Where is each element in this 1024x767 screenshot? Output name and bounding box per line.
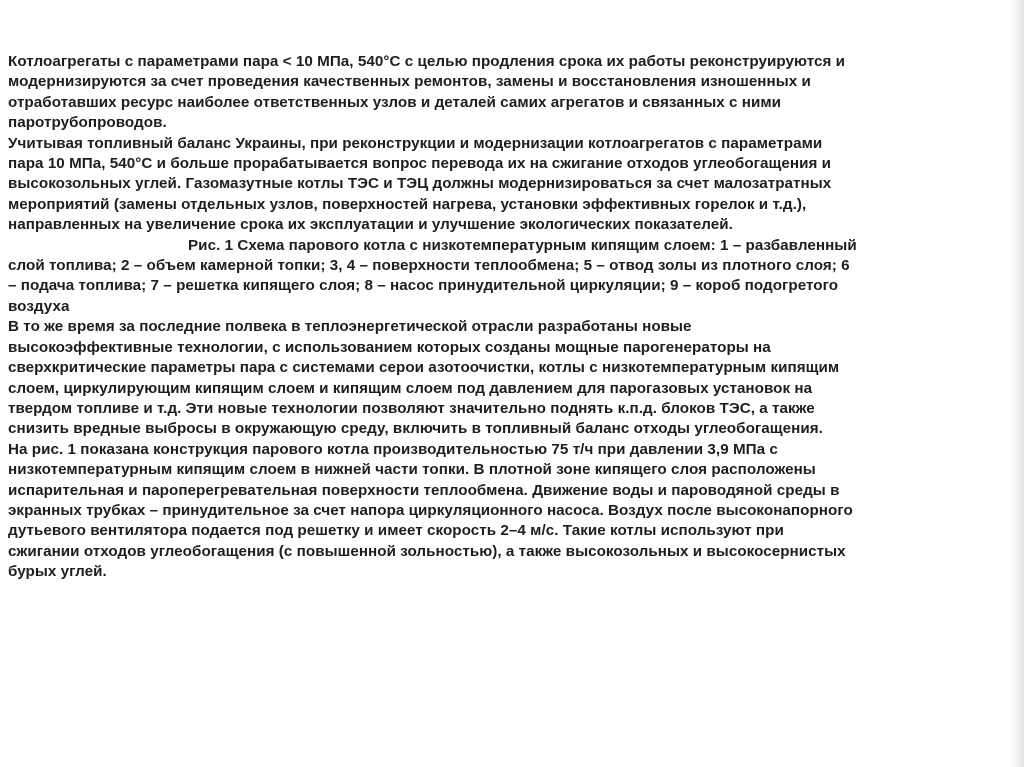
text-line: Учитывая топливный баланс Украины, при реконструкции и модернизации котлоагрегатов с параметрами [8,134,823,152]
body-text [8,52,968,583]
text-line: В то же время за последние полвека в теплоэнергетической отрасли разработаны новые [8,318,692,336]
text-line: модернизируются за счет проведения качественных ремонтов, замены и восстановления изношенных и [8,73,811,91]
text-line: мероприятий (замены отдельных узлов, поверхностей нагрева, установки эффективных горелок и т.д.), [8,195,807,213]
figure-caption-line: Рис. 1 Схема парового котла с низкотемпературным кипящим слоем: 1 – разбавленный [188,236,857,254]
text-line: дутьевого вентилятора подается под решетку и имеет скорость 2–4 м/с. Такие котлы используют при [8,522,784,540]
text-line: сжигании отходов углеобогащения (с повышенной зольностью), а также высокозольных и высокосернистых [8,542,846,560]
text-line: направленных на увеличение срока их эксплуатации и улучшение экологических показателей. [8,216,733,234]
text-line: паротрубопроводов. [8,114,167,132]
text-line: твердом топливе и т.д. Эти новые технологии позволяют значительно поднять к.п.д. блоков ТЭС, а также [8,399,815,417]
text-line: Котлоагрегаты с параметрами пара < 10 МПа, 540°С с целью продления срока их работы реконструируются и [8,53,846,70]
figure-caption-line: воздуха [8,297,70,315]
text-line: пара 10 МПа, 540°С и больше прорабатывается вопрос перевода их на сжигание отходов углеобогащения и [8,155,832,173]
text-line: сверхкритические параметры пара с системами серои азотоочистки, котлы с низкотемпературным кипящим [8,359,840,377]
text-line: отработавших ресурс наиболее ответственных узлов и деталей самих агрегатов и связанных с ними [8,93,782,111]
text-line: испарительная и пароперегревательная поверхности теплообмена. Движение воды и пароводяной среды в [8,481,840,499]
text-line: высокоэффективные технологии, с использованием которых созданы мощные парогенераторы на [8,338,771,356]
text-line: высокозольных углей. Газомазутные котлы ТЭС и ТЭЦ должны модернизироваться за счет малозатратных [8,175,832,193]
text-line: бурых углей. [8,563,107,581]
text-line: На рис. 1 показана конструкция парового котла производительностью 75 т/ч при давлении 3,9 МПа с [8,440,778,458]
text-line: низкотемпературным кипящим слоем в нижней части топки. В плотной зоне кипящего слоя расположены [8,461,816,479]
page-edge-shadow [1010,0,1024,767]
figure-caption-line: слой топлива; 2 – объем камерной топки; 3, 4 – поверхности теплообмена; 5 – отвод золы из плотного слоя; 6 [8,257,850,275]
text-line: снизить вредные выбросы в окружающую среду, включить в топливный баланс отходы углеобогащения. [8,420,823,438]
figure-caption-line: – подача топлива; 7 – решетка кипящего слоя; 8 – насос принудительной циркуляции; 9 – короб подогретого [8,277,839,295]
text-line: экранных трубках – принудительное за счет напора циркуляционного насоса. Воздух после высоконапорного [8,501,853,519]
text-line: слоем, циркулирующим кипящим слоем и кипящим слоем под давлением для парогазовых установок на [8,379,813,397]
